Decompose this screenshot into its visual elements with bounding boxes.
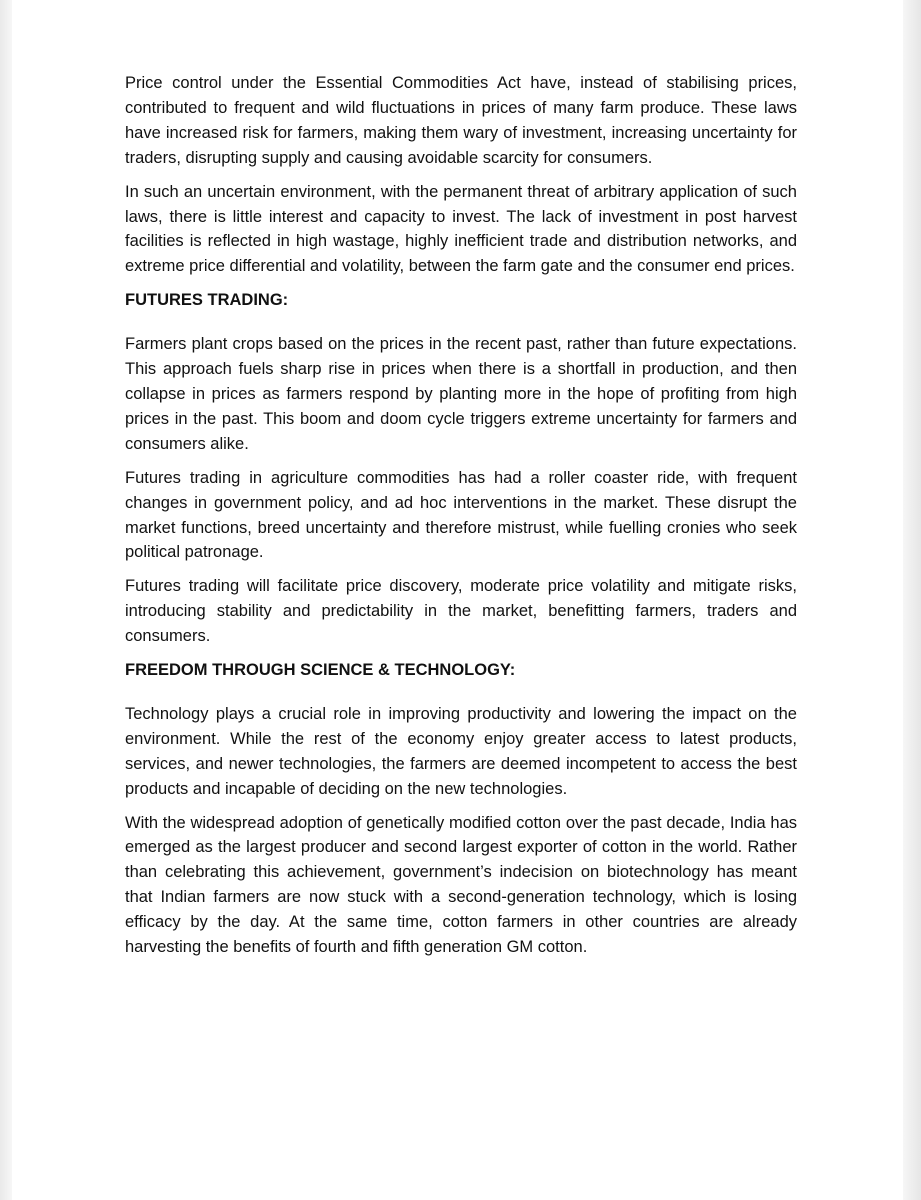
paragraph-technology-1: Technology plays a crucial role in improving productivity and lowering the impact on the environment. While the rest of the economy enjoy greater access to latest products, services, and newer technologies, the farmers are deemed incompetent to access the best products and incapable of deciding on the new technologies. xyxy=(125,704,797,798)
page-right-edge xyxy=(903,0,921,1200)
paragraph-technology-2: With the widespread adoption of genetically modified cotton over the past decade, India has emerged as the largest producer and second largest exporter of cotton in the world. Rather than celebrating this achievement, government’s indecision on biotechnology has meant that Indian farmers are now stuck with a second-generation technology, which is losing efficacy by the day. At the same time, cotton farmers in other countries are already harvesting the benefits of fourth and fifth generation GM cotton. xyxy=(125,813,797,957)
heading-futures-trading: FUTURES TRADING: xyxy=(125,291,289,310)
heading-science-technology: FREEDOM THROUGH SCIENCE & TECHNOLOGY: xyxy=(125,661,516,680)
document-body xyxy=(125,71,797,969)
paragraph-futures-3: Futures trading will facilitate price discovery, moderate price volatility and mitigate risks, introducing stability and predictability in the market, benefitting farmers, traders and consumers. xyxy=(125,577,797,646)
paragraph-uncertain-environment: In such an uncertain environment, with the permanent threat of arbitrary application of such laws, there is little interest and capacity to invest. The lack of investment in post harvest facilities is reflected in high wastage, highly inefficient trade and distribution networks, and extreme price differential and volatility, between the farm gate and the consumer end prices. xyxy=(125,182,797,276)
paragraph-futures-1: Farmers plant crops based on the prices in the recent past, rather than future expectations. This approach fuels sharp rise in prices when there is a shortfall in production, and then collapse in prices as farmers respond by planting more in the hope of profiting from high prices in the past. This boom and doom cycle triggers extreme uncertainty for farmers and consumers alike. xyxy=(125,335,797,453)
paragraph-futures-2: Futures trading in agriculture commodities has had a roller coaster ride, with frequent changes in government policy, and ad hoc interventions in the market. These disrupt the market functions, breed uncertainty and therefore mistrust, while fuelling cronies who seek political patronage. xyxy=(125,468,797,562)
paragraph-essential-commodities: Price control under the Essential Commodities Act have, instead of stabilising prices, contributed to frequent and wild fluctuations in prices of many farm produce. These laws have increased risk for farmers, making them wary of investment, increasing uncertainty for traders, disrupting supply and causing avoidable scarcity for consumers. xyxy=(125,74,797,167)
page-left-edge xyxy=(0,0,12,1200)
